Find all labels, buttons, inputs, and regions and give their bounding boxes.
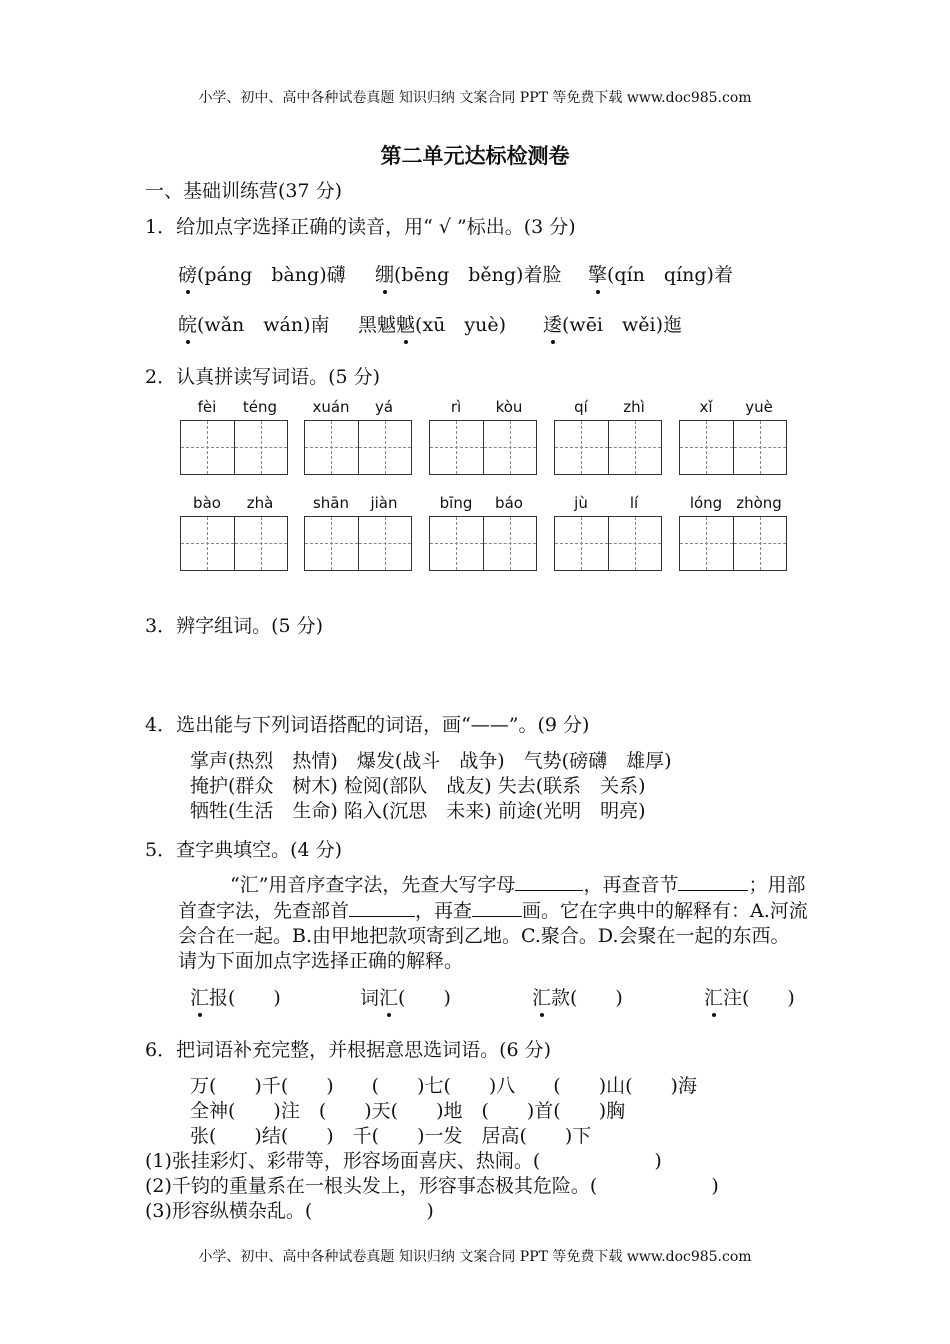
pinyin-label: báo <box>495 494 523 512</box>
pinyin-label: jiàn <box>370 494 398 512</box>
dotted-char: 魆 <box>396 310 415 337</box>
pinyin-label: xǐ <box>699 398 713 416</box>
q5-paragraph <box>178 872 808 974</box>
q5-text: “汇”用音序查字法，先查大写字母 <box>230 874 516 896</box>
pinyin-label: bào <box>193 494 221 512</box>
blank-strokes[interactable] <box>472 898 522 917</box>
writing-cells[interactable] <box>180 516 288 571</box>
pinyin-label: fèi <box>197 398 217 416</box>
blank-radical[interactable] <box>349 898 415 917</box>
q1-item <box>358 310 506 337</box>
q4-line[interactable]: 掩护(群众 树木) 检阅(部队 战友) 失去(联系 关系) <box>190 775 646 797</box>
question-2-title: 2．认真拼读写词语。(5 分) <box>145 366 381 388</box>
writing-cells[interactable] <box>429 516 537 571</box>
writing-cells[interactable] <box>429 420 537 475</box>
writing-cells[interactable] <box>679 420 787 475</box>
blank-letter[interactable] <box>515 872 583 891</box>
section-heading: 一、基础训练营(37 分) <box>145 180 343 202</box>
q5-answer[interactable]: 注( ) <box>723 987 795 1009</box>
q5-answer[interactable]: ( ) <box>398 987 451 1009</box>
q1-item <box>543 310 682 337</box>
q5-answer[interactable]: 报( ) <box>209 987 281 1009</box>
dotted-char: 磅 <box>178 260 197 287</box>
q5-text: ，再查 <box>415 900 473 922</box>
question-4-title: 4．选出能与下列词语搭配的词语，画“——”。(9 分) <box>145 714 590 736</box>
q5-text: ；用部首查字法，先查部首 <box>178 874 806 922</box>
pinyin-label: bīng <box>439 494 473 512</box>
q1-option[interactable]: (wǎn wán)南 <box>197 314 330 336</box>
q6-idiom-line[interactable]: 张( )结( ) 千( )一发 居高( )下 <box>190 1125 592 1147</box>
q1-item <box>178 260 346 287</box>
dotted-char: 擎 <box>588 260 607 287</box>
q5-item[interactable] <box>532 983 623 1010</box>
q6-question[interactable]: (3)形容纵横杂乱。( ) <box>145 1200 434 1222</box>
q6-idiom-line[interactable]: 全神( )注 ( )天( )地 ( )首( )胸 <box>190 1100 626 1122</box>
dotted-char: 汇 <box>704 983 723 1010</box>
dotted-char: 汇 <box>532 983 551 1010</box>
dotted-char: 汇 <box>190 983 209 1010</box>
q1-item <box>375 260 561 287</box>
q5-text: ，再查音节 <box>583 874 679 896</box>
q6-question[interactable]: (1)张挂彩灯、彩带等，形容场面喜庆、热闹。( ) <box>145 1150 662 1172</box>
writing-cells[interactable] <box>554 516 662 571</box>
q1-item <box>178 310 330 337</box>
q5-item[interactable] <box>360 983 451 1010</box>
question-6-title: 6．把词语补充完整，并根据意思选词语。(6 分) <box>145 1039 552 1061</box>
blank-syllable[interactable] <box>678 872 748 891</box>
q5-answer[interactable]: 款( ) <box>551 987 623 1009</box>
pinyin-label: zhà <box>246 494 274 512</box>
q1-item <box>588 260 733 287</box>
pinyin-label: kòu <box>495 398 523 416</box>
q1-option[interactable]: (xū yuè) <box>415 314 507 336</box>
footer-banner: 小学、初中、高中各种试卷真题 知识归纳 文案合同 PPT 等免费下载 www.doc985.com <box>198 1249 752 1265</box>
pinyin-label: rì <box>450 398 462 416</box>
dotted-char: 绷 <box>375 260 394 287</box>
pinyin-label: qí <box>574 398 588 416</box>
pinyin-label: zhòng <box>736 494 782 512</box>
pinyin-label: lí <box>629 494 639 512</box>
writing-cells[interactable] <box>180 420 288 475</box>
pinyin-label: yá <box>374 398 394 416</box>
writing-cells[interactable] <box>304 516 412 571</box>
q5-item[interactable] <box>704 983 795 1010</box>
q4-line[interactable]: 掌声(热烈 热情) 爆发(战斗 战争) 气势(磅礴 雄厚) <box>190 750 672 772</box>
dotted-char: 逶 <box>543 310 562 337</box>
pinyin-label: téng <box>242 398 278 416</box>
q4-line[interactable]: 牺牲(生活 生命) 陷入(沉思 未来) 前途(光明 明亮) <box>190 800 646 822</box>
writing-cells[interactable] <box>304 420 412 475</box>
header-banner: 小学、初中、高中各种试卷真题 知识归纳 文案合同 PPT 等免费下载 www.doc985.com <box>198 90 752 106</box>
q6-question[interactable]: (2)千钧的重量系在一根头发上，形容事态极其危险。( ) <box>145 1175 719 1197</box>
writing-cells[interactable] <box>679 516 787 571</box>
writing-cells[interactable] <box>554 420 662 475</box>
pinyin-label: xuán <box>312 398 350 416</box>
q1-option[interactable]: (wēi wěi)迤 <box>562 314 683 336</box>
question-3-title: 3．辨字组词。(5 分) <box>145 615 324 637</box>
pinyin-label: lóng <box>689 494 723 512</box>
q5-item[interactable] <box>190 983 281 1010</box>
dotted-char: 汇 <box>379 983 398 1010</box>
pinyin-label: jù <box>574 494 588 512</box>
q1-option[interactable]: (páng bàng)礴 <box>197 264 346 286</box>
q5-text: 画。它在字典中的解释有：A.河流会合在一起。B.由甲地把款项寄到乙地。C.聚合。D.会聚在一起的东西。请为下面加点字选择正确的解释。 <box>178 900 808 972</box>
q1-option[interactable]: (qín qíng)着 <box>607 264 733 286</box>
q6-idiom-line[interactable]: 万( )千( ) ( )七( )八 ( )山( )海 <box>190 1075 697 1097</box>
q1-prefix: 黑魆 <box>358 314 397 336</box>
dotted-char: 皖 <box>178 310 197 337</box>
pinyin-label: zhì <box>623 398 645 416</box>
pinyin-label: shān <box>312 494 350 512</box>
q5-prefix: 词 <box>360 987 380 1009</box>
question-1-title: 1．给加点字选择正确的读音，用“ √ ”标出。(3 分) <box>145 216 576 238</box>
question-5-title: 5．查字典填空。(4 分) <box>145 839 343 861</box>
pinyin-label: yuè <box>745 398 773 416</box>
q1-option[interactable]: (bēng běng)着脸 <box>394 264 562 286</box>
page-title: 第二单元达标检测卷 <box>380 143 570 168</box>
